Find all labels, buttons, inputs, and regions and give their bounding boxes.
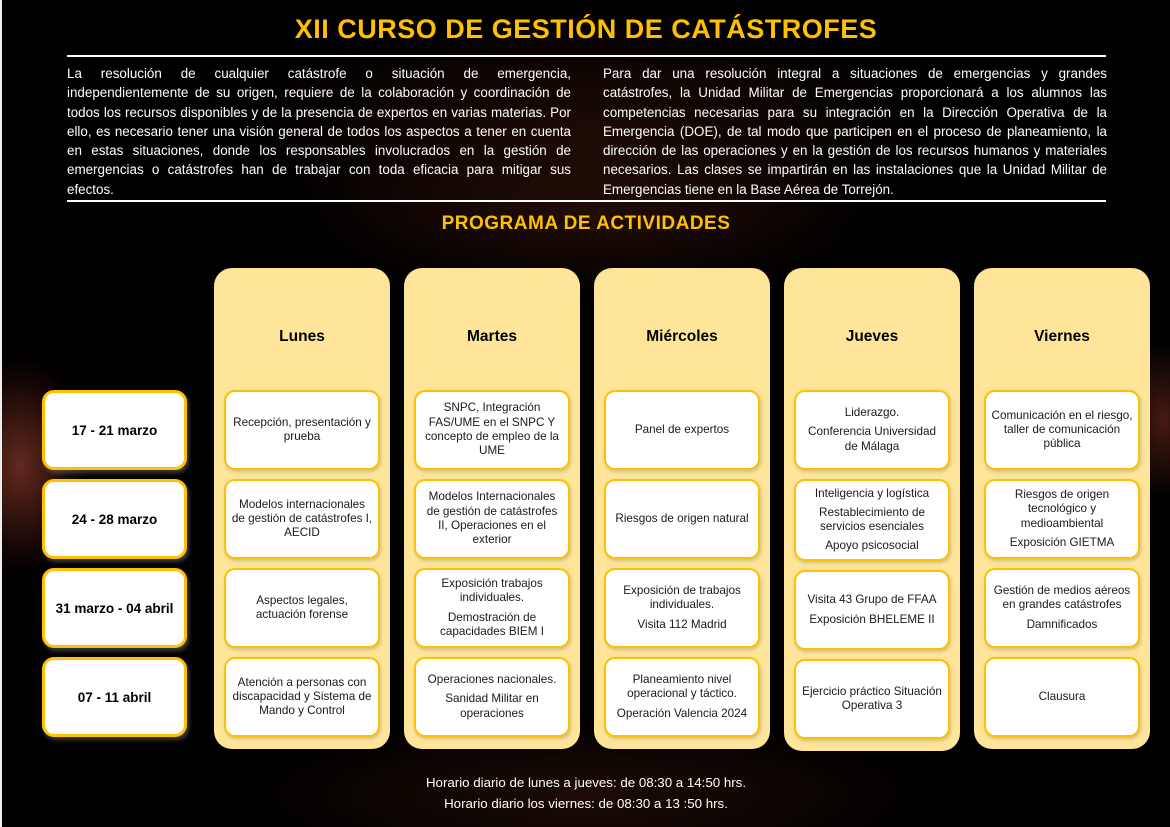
day-column-martes bbox=[404, 268, 580, 749]
week-label: 24 - 28 marzo bbox=[42, 479, 187, 559]
cell-text: Panel de expertos bbox=[634, 422, 730, 436]
schedule-cell bbox=[984, 657, 1140, 737]
day-column-viernes bbox=[974, 268, 1150, 749]
intro-right: Para dar una resolución integral a situaciones de emergencias y grandes catástrofes, la Unidad Militar de Emergencias proporcionará a los alumnos las competencias necesarias para su integración en la Dirección Operativa de la Emergencia (DOE), de tal modo que participen en el proceso de planeamiento, la dirección de las operaciones y en la gestión de los recursos humanos y materiales necesarios. Las clases se impartirán en las instalaciones que la Unidad Militar de Emergencias tiene en la Base Aérea de Torrejón. bbox=[603, 66, 1107, 197]
week-label: 07 - 11 abril bbox=[42, 657, 187, 737]
schedule-cell bbox=[604, 657, 760, 737]
hours-line-1: Horario diario de lunes a jueves: de 08:30 a 14:50 hrs. bbox=[425, 775, 747, 790]
cell-text: Operación Valencia 2024 bbox=[616, 706, 748, 720]
page-title: XII CURSO DE GESTIÓN DE CATÁSTROFES bbox=[294, 14, 878, 44]
divider bbox=[67, 200, 1106, 202]
schedule-cell bbox=[224, 479, 380, 559]
schedule-cell bbox=[224, 390, 380, 470]
cell-text: Visita 112 Madrid bbox=[637, 617, 727, 631]
cell-text: Clausura bbox=[1038, 689, 1086, 703]
schedule-hours bbox=[2, 773, 1170, 814]
week-labels-column bbox=[42, 390, 187, 737]
cell-text: Atención a personas con discapacidad y Sistema de Mando y Control bbox=[232, 675, 372, 718]
cell-text: Modelos internacionales de gestión de catástrofes I, AECID bbox=[231, 497, 373, 540]
cell-text: Sanidad Militar en operaciones bbox=[445, 692, 539, 720]
cell-text: Exposición de trabajos individuales. bbox=[623, 584, 741, 612]
day-cells bbox=[414, 390, 570, 737]
day-header: Miércoles bbox=[646, 328, 718, 345]
schedule-cell bbox=[984, 390, 1140, 470]
schedule-cell bbox=[224, 657, 380, 737]
cell-text: Comunicación en el riesgo, taller de comunicación pública bbox=[991, 408, 1133, 451]
cell-text: Exposición trabajos individuales. bbox=[441, 576, 543, 605]
cell-text: Planeamiento nivel operacional y táctico. bbox=[627, 673, 737, 701]
cell-text: Restablecimiento de servicios esenciales bbox=[819, 505, 925, 534]
schedule-cell bbox=[984, 568, 1140, 648]
intro-paragraphs bbox=[67, 64, 1107, 199]
cell-text: Recepción, presentación y prueba bbox=[233, 415, 371, 443]
cell-text: Riesgos de origen natural bbox=[615, 511, 749, 525]
cell-text: Gestión de medios aéreos en grandes catástrofes bbox=[993, 584, 1131, 612]
cell-text: Inteligencia y logística bbox=[814, 486, 930, 500]
week-label: 31 marzo - 04 abril bbox=[42, 568, 187, 648]
day-cells bbox=[604, 390, 760, 737]
cell-text: Modelos Internacionales de gestión de catástrofes II, Operaciones en el exterior bbox=[426, 490, 558, 547]
day-header: Martes bbox=[467, 328, 517, 345]
divider bbox=[67, 55, 1106, 57]
schedule-cell bbox=[794, 570, 950, 650]
cell-text: Exposición GIETMA bbox=[1009, 535, 1115, 549]
schedule-grid bbox=[42, 268, 1150, 751]
cell-text: Exposición BHELEME II bbox=[809, 612, 935, 626]
schedule-cell bbox=[604, 479, 760, 559]
cell-text: Ejercicio práctico Situación Operativa 3 bbox=[802, 684, 942, 713]
day-header: Lunes bbox=[279, 328, 325, 345]
schedule-cell bbox=[794, 390, 950, 470]
day-cells bbox=[984, 390, 1140, 737]
schedule-cell bbox=[984, 479, 1140, 559]
cell-text: Liderazgo. bbox=[844, 406, 900, 420]
intro-left: La resolución de cualquier catástrofe o situación de emergencia, independientemente de su origen, requiere de la colaboración y coordinación de todos los recursos disponibles y de la presencia de expertos en varias materias. Por ello, es necesario tener una visión general de todos los aspectos a tener en cuenta en estas situaciones, donde los responsables involucrados en la gestión de emergencias o catástrofes han de trabajar con toda eficacia para mitigar sus efectos. bbox=[67, 66, 571, 197]
cell-text: Aspectos legales, actuación forense bbox=[255, 593, 349, 621]
schedule-cell bbox=[794, 659, 950, 739]
cell-text: SNPC, Integración FAS/UME en el SNPC Y concepto de empleo de la UME bbox=[425, 401, 559, 458]
week-label: 17 - 21 marzo bbox=[42, 390, 187, 470]
cell-text: Operaciones nacionales. bbox=[427, 673, 557, 687]
day-cells bbox=[794, 390, 950, 739]
cell-text: Visita 43 Grupo de FFAA bbox=[807, 593, 937, 607]
schedule-cell bbox=[224, 568, 380, 648]
hours-line-2: Horario diario los viernes: de 08:30 a 13 :50 hrs. bbox=[444, 795, 728, 811]
cell-text: Riesgos de origen tecnológico y medioambiental bbox=[1014, 487, 1110, 530]
schedule-cell bbox=[794, 479, 950, 561]
day-header: Viernes bbox=[1034, 328, 1090, 345]
schedule-cell bbox=[604, 390, 760, 470]
cell-text: Conferencia Universidad de Málaga bbox=[808, 425, 936, 453]
day-column-lunes bbox=[214, 268, 390, 749]
schedule-cell bbox=[414, 390, 570, 470]
day-cells bbox=[224, 390, 380, 737]
schedule-cell bbox=[414, 568, 570, 648]
cell-text: Damnificados bbox=[1026, 617, 1098, 631]
schedule-cell bbox=[604, 568, 760, 648]
cell-text: Demostración de capacidades BIEM I bbox=[440, 610, 544, 638]
section-title: PROGRAMA DE ACTIVIDADES bbox=[441, 213, 731, 234]
day-header: Jueves bbox=[845, 328, 899, 345]
schedule-cell bbox=[414, 657, 570, 737]
cell-text: Apoyo psicosocial bbox=[825, 539, 919, 553]
schedule-cell bbox=[414, 479, 570, 559]
day-column-miercoles bbox=[594, 268, 770, 749]
day-column-jueves bbox=[784, 268, 960, 751]
